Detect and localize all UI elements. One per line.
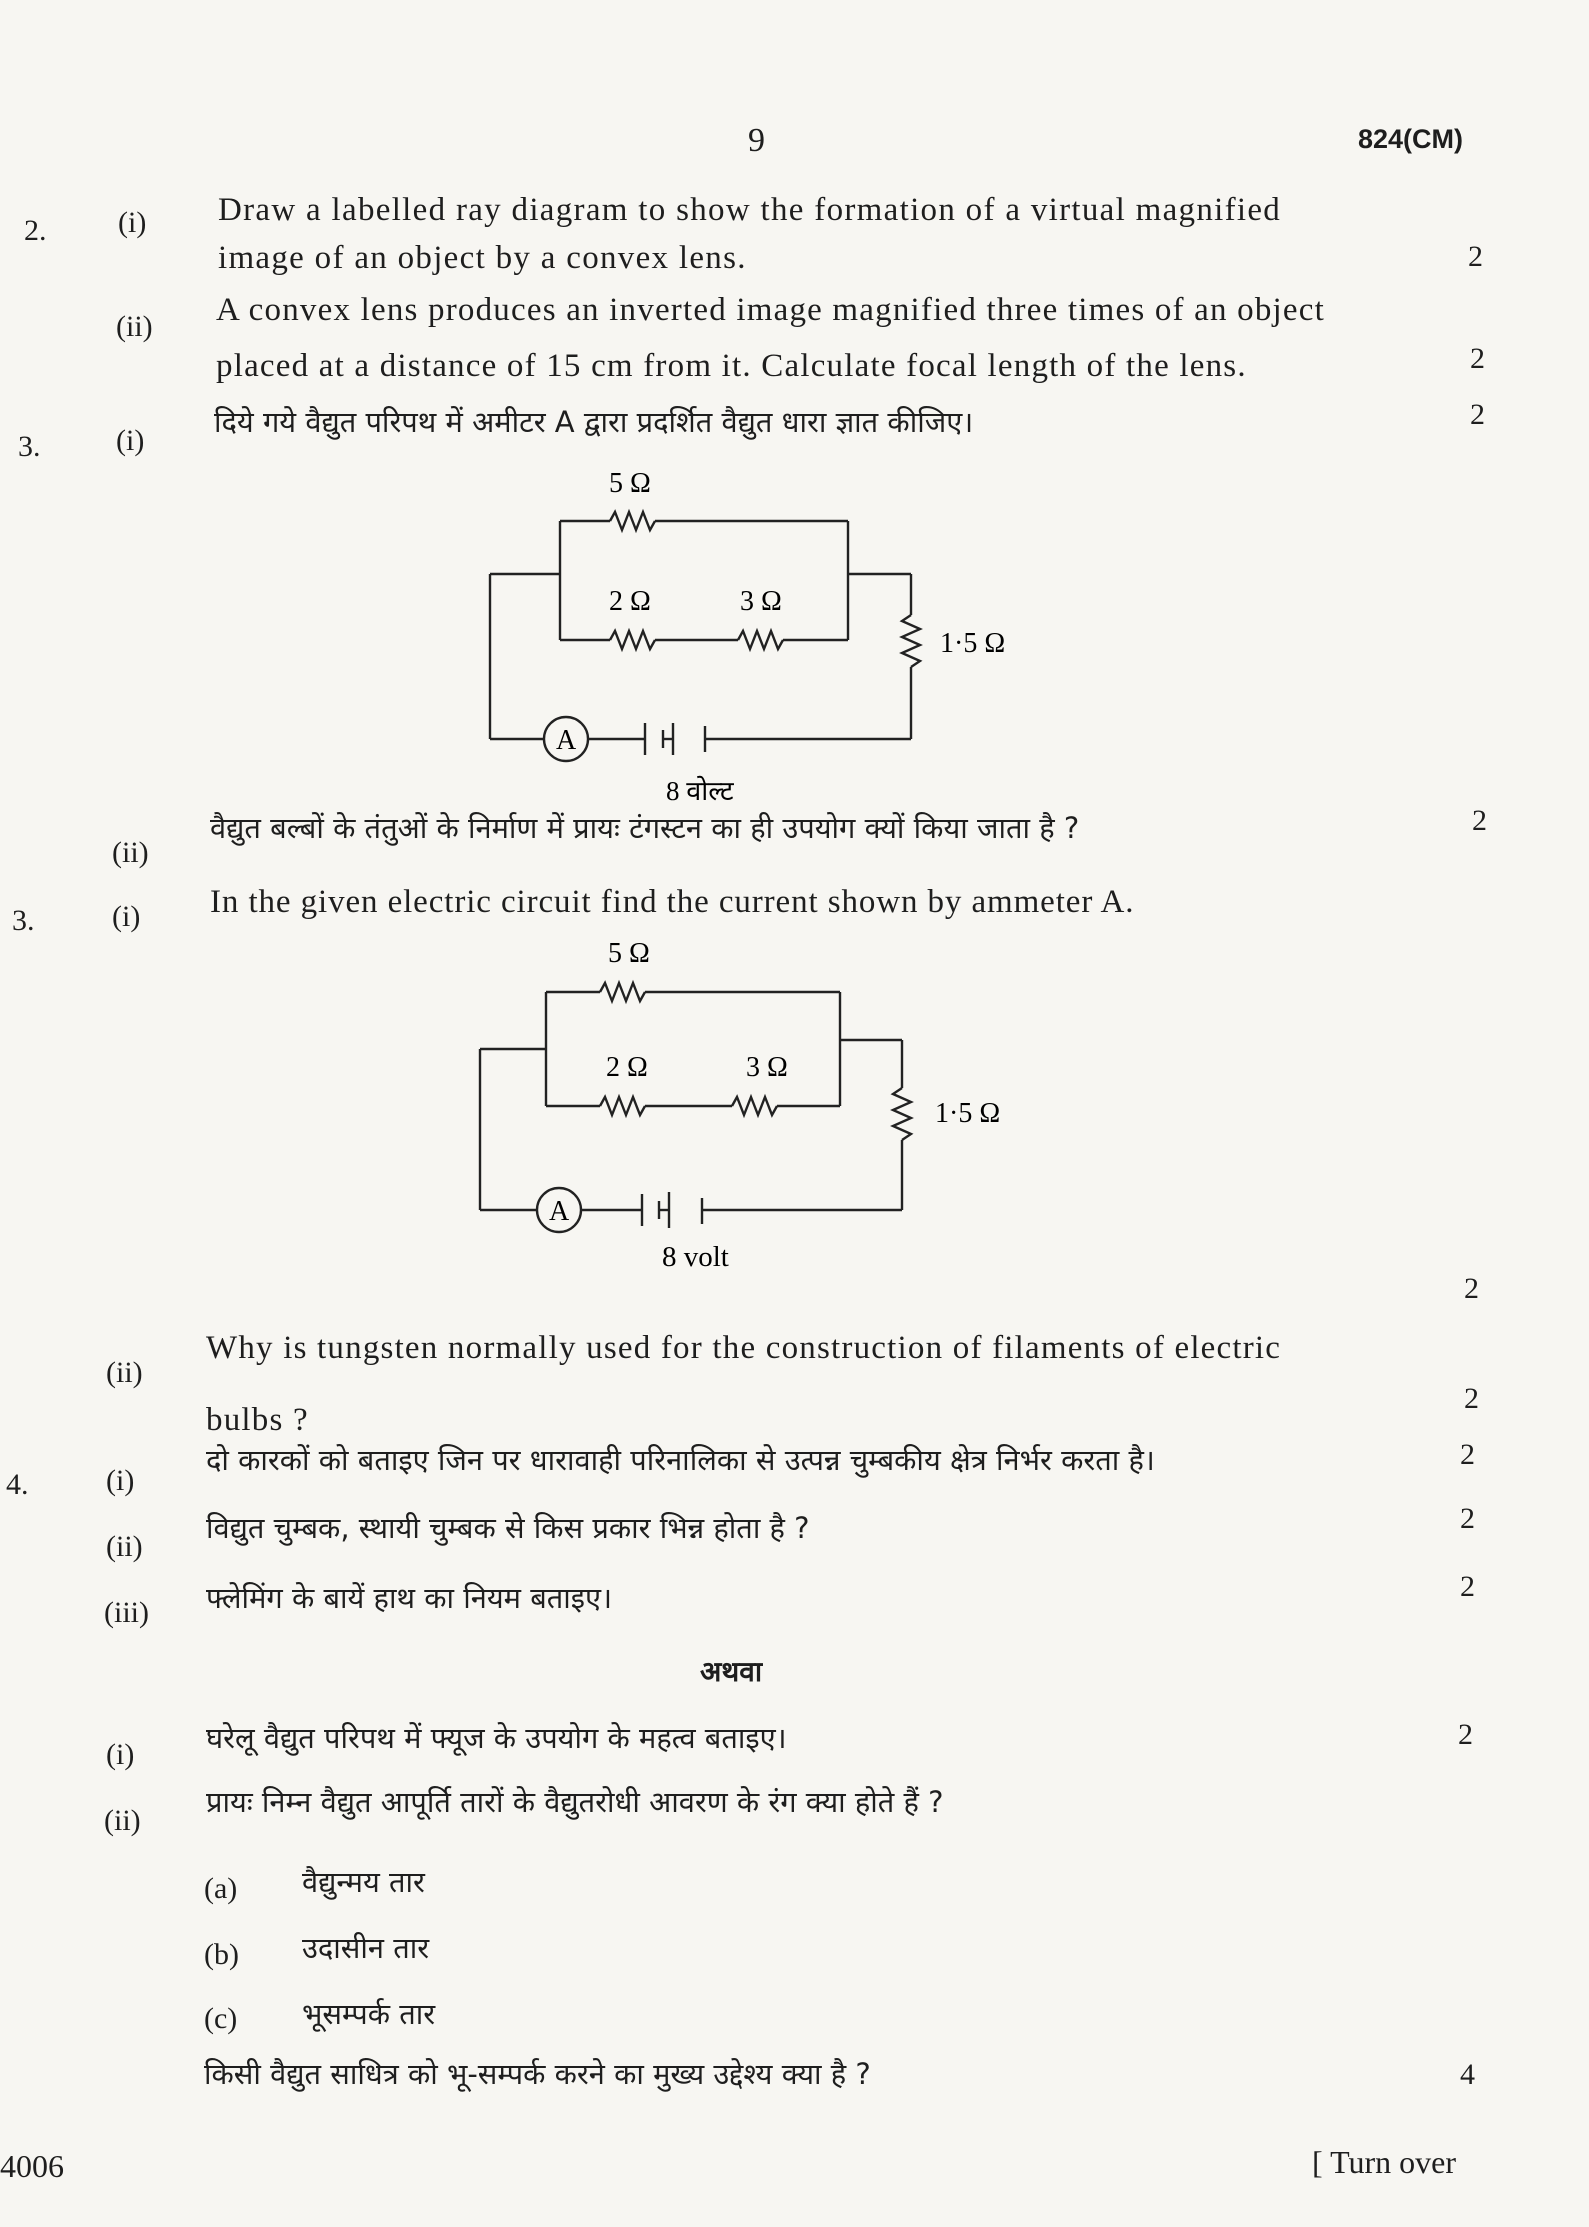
label-r-mid2: 3 Ω	[740, 586, 782, 617]
label-r-mid2: 3 Ω	[746, 1052, 788, 1083]
q2-ii-text-line2: placed at a distance of 15 cm from it. Calculate focal length of the lens.	[216, 348, 1247, 384]
page-number: 9	[748, 122, 765, 159]
q4-alt-i-text: घरेलू वैद्युत परिपथ में फ्यूज के उपयोग के महत्व बताइए।	[206, 1721, 787, 1755]
q4-final-marks: 4	[1460, 2058, 1475, 2091]
resistor-3-ohm	[738, 631, 783, 649]
ammeter-label: A	[549, 1196, 570, 1227]
or-label: अथवा	[700, 1655, 763, 1688]
label-r-mid1: 2 Ω	[606, 1052, 648, 1083]
resistor-5-ohm	[610, 512, 655, 530]
label-r-mid1: 2 Ω	[609, 586, 651, 617]
q4-alt-ii-text: प्रायः निम्न वैद्युत आपूर्ति तारों के वैद्युतरोधी आवरण के रंग क्या होते हैं ?	[206, 1785, 944, 1819]
q4-number: 4.	[6, 1468, 29, 1501]
q2-ii-marks: 2	[1470, 342, 1485, 375]
option-c-text: भूसम्पर्क तार	[302, 1997, 436, 2031]
q2-i-text-line2: image of an object by a convex lens.	[218, 240, 747, 276]
q3-hi-i-text: दिये गये वैद्युत परिपथ में अमीटर A द्वारा प्रदर्शित वैद्युत धारा ज्ञात कीजिए।	[214, 405, 974, 439]
battery-label: 8 वोल्ट	[666, 776, 734, 806]
paper-code: 824(CM)	[1358, 124, 1464, 154]
resistor-1-5-ohm	[902, 615, 920, 667]
q4-alt-i-label: (i)	[106, 1738, 135, 1771]
q3-hi-ii-text: वैद्युत बल्बों के तंतुओं के निर्माण में प्रायः टंगस्टन का ही उपयोग क्यों किया जाता है ?	[210, 811, 1080, 845]
q3-hi-i-label: (i)	[116, 424, 145, 457]
q2-i-label: (i)	[118, 206, 147, 239]
q4-alt-ii-label: (ii)	[104, 1804, 141, 1837]
q4-iii-text: फ्लेमिंग के बायें हाथ का नियम बताइए।	[206, 1581, 613, 1615]
q2-ii-label: (ii)	[116, 310, 153, 343]
option-a-label: (a)	[204, 1872, 238, 1905]
option-c-label: (c)	[204, 2002, 238, 2035]
footer-code: 4006	[0, 2148, 64, 2184]
q3-en-ii-label: (ii)	[106, 1356, 143, 1389]
circuit-diagram-hindi	[470, 450, 1050, 825]
label-r-right: 1·5 Ω	[940, 628, 1006, 659]
q2-i-text-line1: Draw a labelled ray diagram to show the formation of a virtual magnified	[218, 192, 1282, 228]
q2-i-marks: 2	[1468, 240, 1483, 273]
option-b-label: (b)	[204, 1938, 239, 1971]
q4-final-text: किसी वैद्युत साधित्र को भू-सम्पर्क करने का मुख्य उद्देश्य क्या है ?	[204, 2057, 871, 2091]
label-r-top: 5 Ω	[608, 938, 650, 969]
q3-hi-ii-marks: 2	[1472, 804, 1487, 837]
resistor-2-ohm	[600, 1097, 645, 1115]
q4-ii-label: (ii)	[106, 1530, 143, 1563]
q3-en-i-label: (i)	[112, 900, 141, 933]
q3-en-i-marks: 2	[1464, 1272, 1479, 1305]
q4-i-marks: 2	[1460, 1438, 1475, 1471]
q3-en-ii-text-line2: bulbs ?	[206, 1402, 309, 1438]
q2-ii-text-line1: A convex lens produces an inverted image magnified three times of an object	[216, 292, 1325, 328]
option-a-text: वैद्युन्मय तार	[302, 1865, 425, 1899]
turn-over: [ Turn over	[1312, 2144, 1457, 2180]
q3-en-ii-text-line1: Why is tungsten normally used for the construction of filaments of electric	[206, 1330, 1282, 1366]
q4-ii-text: विद्युत चुम्बक, स्थायी चुम्बक से किस प्रकार भिन्न होता है ?	[206, 1511, 810, 1545]
resistor-2-ohm	[610, 631, 655, 649]
q3-en-ii-marks: 2	[1464, 1382, 1479, 1415]
resistor-5-ohm	[600, 983, 645, 1001]
ammeter-label: A	[556, 725, 577, 756]
q4-i-label: (i)	[106, 1464, 135, 1497]
q3-en-i-text: In the given electric circuit find the current shown by ammeter A.	[210, 884, 1135, 920]
q3-en-number: 3.	[12, 904, 35, 937]
q4-i-text: दो कारकों को बताइए जिन पर धारावाही परिनालिका से उत्पन्न चुम्बकीय क्षेत्र निर्भर करता है।	[206, 1443, 1155, 1477]
label-r-top: 5 Ω	[609, 468, 651, 499]
q4-iii-marks: 2	[1460, 1570, 1475, 1603]
label-r-right: 1·5 Ω	[935, 1098, 1001, 1129]
option-b-text: उदासीन तार	[302, 1931, 430, 1965]
q3-hi-ii-label: (ii)	[112, 836, 149, 869]
resistor-3-ohm	[732, 1097, 777, 1115]
q4-alt-i-marks: 2	[1458, 1718, 1473, 1751]
q3-hi-i-marks: 2	[1470, 398, 1485, 431]
circuit-diagram-english	[470, 928, 1050, 1278]
q4-iii-label: (iii)	[104, 1596, 149, 1629]
q2-number: 2.	[24, 214, 47, 247]
battery-label: 8 volt	[662, 1241, 729, 1273]
q3-hi-number: 3.	[18, 430, 41, 463]
q4-ii-marks: 2	[1460, 1502, 1475, 1535]
resistor-1-5-ohm	[893, 1088, 911, 1140]
